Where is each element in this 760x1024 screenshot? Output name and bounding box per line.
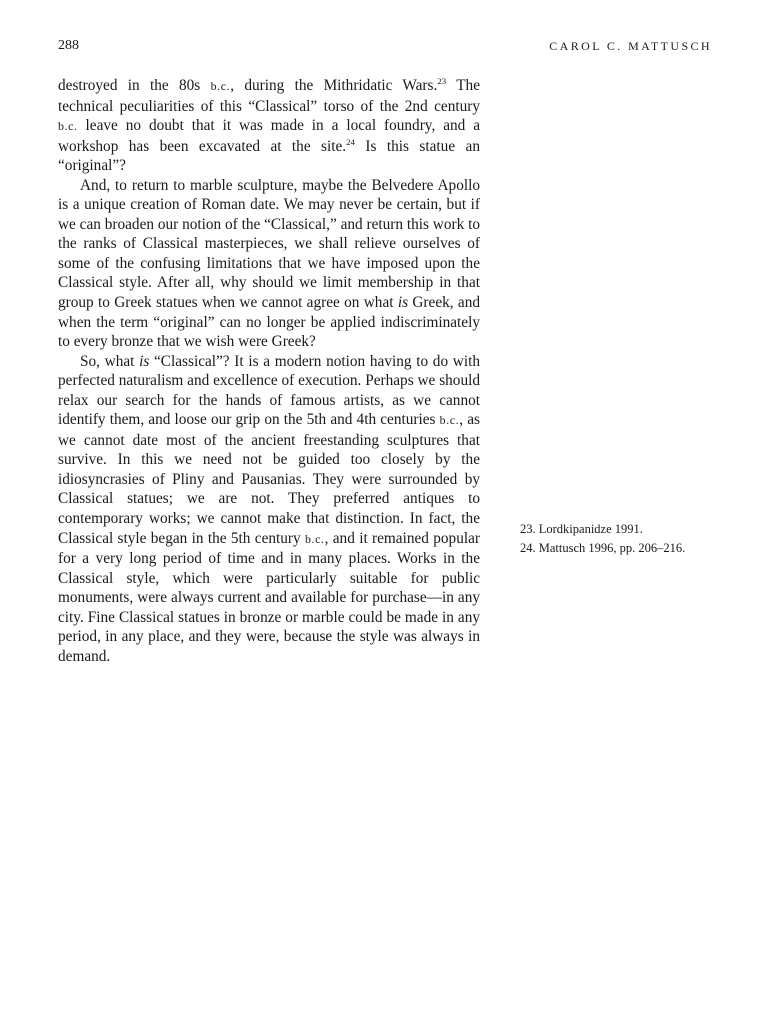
paragraph-3: So, what is “Classical”? It is a modern notion having to do with perfected naturalism and excellence of execution. Perhaps we should relax our search for the hands of famous artists, as we cannot identify them, and loose our grip on the 5th and 4th centuries b.c., as we cannot date most of the ancient freestanding sculptures that survive. In this we need not be guided too closely by the idiosyncrasies of Pliny and Pausanias. They were surrounded by Classical statues; we are not. They preferred antiques to contemporary works; we cannot make that distinction. In fact, the Classical style began in the 5th century b.c., and it remained popular for a very long period of time and in many places. Works in the Classical style, which were particularly suitable for public monuments, were always current and available for purchase—in any city. Fine Classical statues in bronze or marble could be made in any period, in any place, and they were, because the style was always in demand. <box>58 352 480 665</box>
emphasis: is <box>397 294 409 312</box>
footnote-ref-24[interactable]: 24 <box>346 136 355 147</box>
running-head <box>58 38 712 58</box>
footnote-23: 23. Lordkipanidze 1991. <box>520 522 643 536</box>
era-abbreviation: b.c. <box>210 79 231 93</box>
era-abbreviation: b.c. <box>439 413 460 428</box>
footnote-ref-23[interactable]: 23 <box>437 75 447 86</box>
era-abbreviation: b.c. <box>304 531 325 546</box>
paragraph-2: And, to return to marble sculpture, maybe the Belvedere Apollo is a unique creation of Roman date. We may never be certain, but if we can broaden our notion of the “Classical,” and return this work to the ranks of Classical masterpieces, we shall relieve ourselves of some of the confusing limitations that we have imposed upon the Classical style. After all, why should we limit membership in that group to Greek statues when we cannot agree on what is Greek, and when the term “original” can no longer be applied indiscriminately to every bronze that we wish were Greek? <box>58 176 480 351</box>
page-number: 288 <box>58 38 79 53</box>
running-head-author: CAROL C. MATTUSCH <box>549 39 712 53</box>
footnotes <box>520 520 720 558</box>
era-abbreviation: b.c. <box>58 119 78 134</box>
paragraph-1: destroyed in the 80s b.c., during the Mithridatic Wars.$^{23}$ The technical peculiarities of this “Classical” torso of the 2nd century b.c. leave no doubt that it was made in a local foundry, and a workshop has been excavated at the site.$^{24}$ Is this statue an “original”? <box>58 75 480 175</box>
emphasis: is <box>139 352 150 370</box>
footnote-24: 24. Mattusch 1996, pp. 206–216. <box>520 541 686 555</box>
main-text-column <box>58 76 480 666</box>
